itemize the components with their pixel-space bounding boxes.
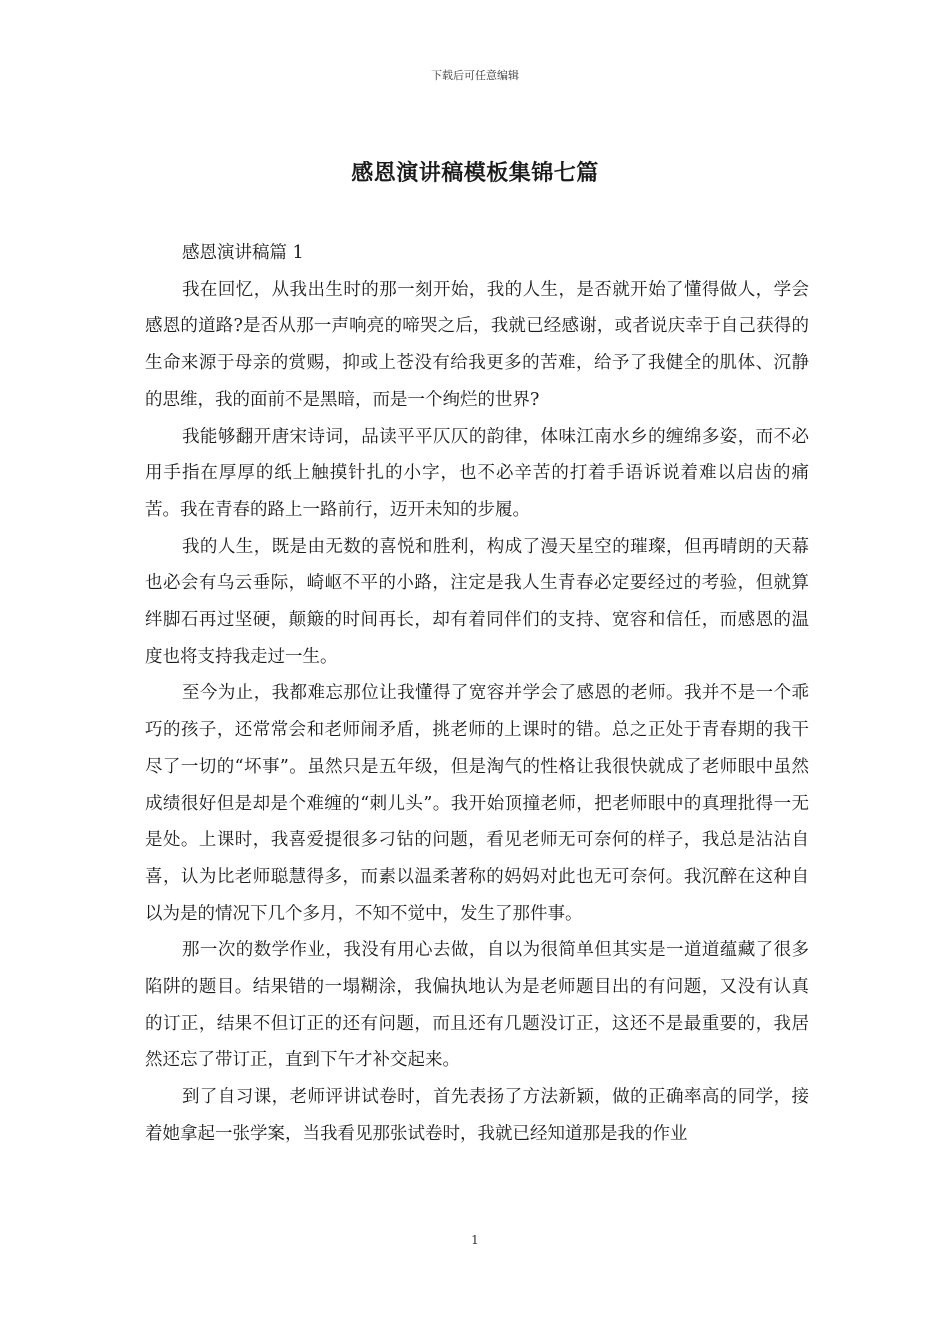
- header-note: 下载后可任意编辑: [431, 69, 519, 82]
- page-number: 1: [471, 1233, 479, 1247]
- document-body: [145, 235, 809, 1153]
- paragraph-5: 那一次的数学作业，我没有用心去做，自以为很简单但其实是一道道蕴藏了很多陷阱的题目。结果错的一塌糊涂，我偏执地认为是老师题目出的有问题，又没有认真的订正，结果不但订正的还有问题，而且还有几题没订正，这还不是最重要的，我居然还忘了带订正，直到下午才补交起来。: [145, 940, 809, 1071]
- paragraph-4: 至今为止，我都难忘那位让我懂得了宽容并学会了感恩的老师。我并不是一个乖巧的孩子，还常常会和老师闹矛盾，挑老师的上课时的错。总之正处于青春期的我干尽了一切的“坏事”。虽然只是五年级，但是淘气的性格让我很快就成了老师眼中虽然成绩很好但是却是个难缠的“刺儿头”。我开始顶撞老师，把老师眼中的真理批得一无是处。上课时，我喜爱提很多刁钻的问题，看见老师无可奈何的样子，我总是沾沾自喜，认为比老师聪慧得多，而素以温柔著称的妈妈对此也无可奈何。我沉醉在这种自以为是的情况下几个多月，不知不觉中，发生了那件事。: [145, 683, 809, 924]
- paragraph-1: 我在回忆，从我出生时的那一刻开始，我的人生，是否就开始了懂得做人，学会感恩的道路?是否从那一声响亮的啼哭之后，我就已经感谢，或者说庆幸于自己获得的生命来源于母亲的赏赐，抑或上苍没有给我更多的苦难，给予了我健全的肌体、沉静的思维，我的面前不是黑暗，而是一个绚烂的世界?: [145, 279, 809, 410]
- paragraph-6: 到了自习课，老师评讲试卷时，首先表扬了方法新颖，做的正确率高的同学，接着她拿起一张学案，当我看见那张试卷时，我就已经知道那是我的作业: [145, 1087, 809, 1144]
- paragraph-3: 我的人生，既是由无数的喜悦和胜利，构成了漫天星空的璀璨，但再晴朗的天幕也必会有乌云垂际，崎岖不平的小路，注定是我人生青春必定要经过的考验，但就算绊脚石再过坚硬，颠簸的时间再长，却有着同伴们的支持、宽容和信任，而感恩的温度也将支持我走过一生。: [145, 536, 809, 667]
- paragraph-2: 我能够翻开唐宋诗词，品读平平仄仄的韵律，体味江南水乡的缠绵多姿，而不必用手指在厚厚的纸上触摸针扎的小字，也不必辛苦的打着手语诉说着难以启齿的痛苦。我在青春的路上一路前行，迈开未知的步履。: [145, 426, 809, 520]
- section-heading: 感恩演讲稿篇 1: [182, 243, 304, 263]
- document-title: 感恩演讲稿模板集锦七篇: [351, 160, 599, 186]
